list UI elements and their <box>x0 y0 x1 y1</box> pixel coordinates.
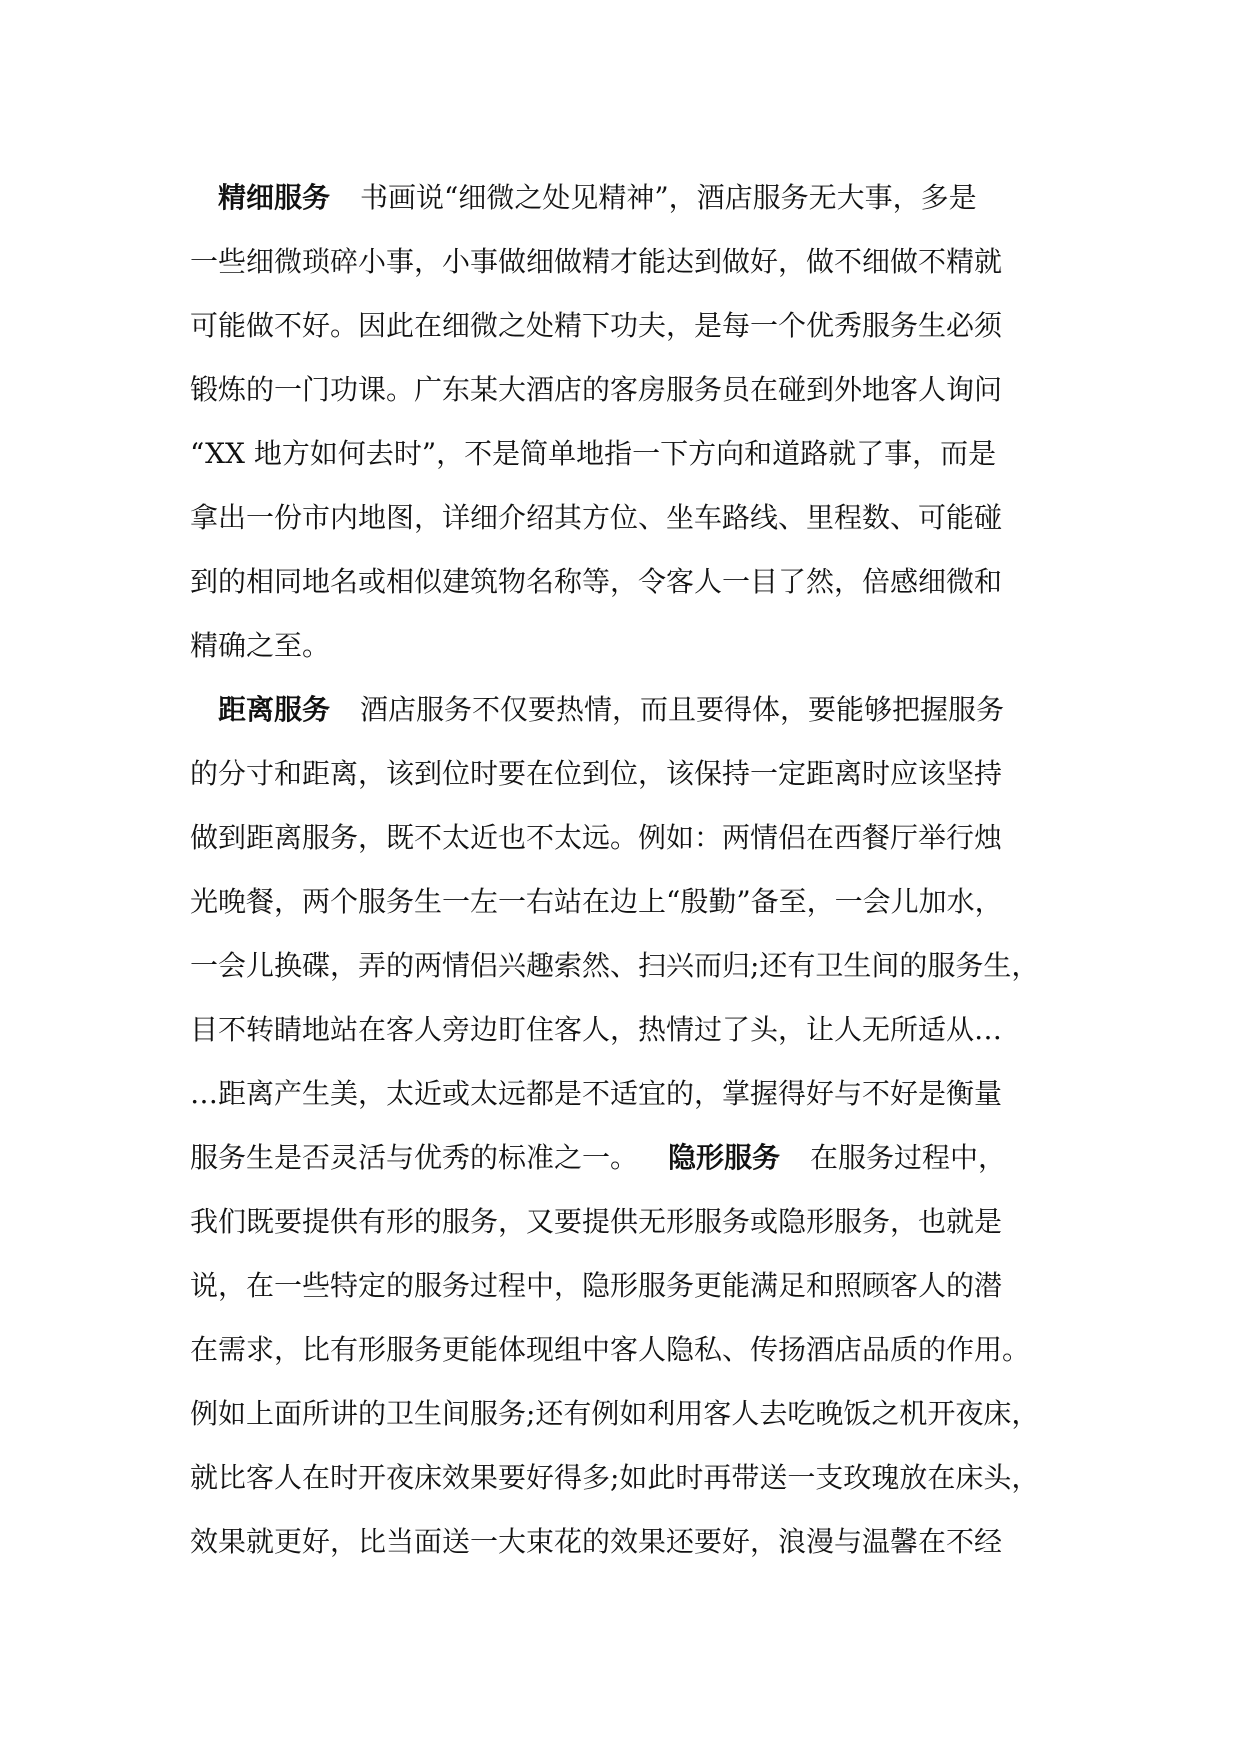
text-line: 在需求，比有形服务更能体现组中客人隐私、传扬酒店品质的作用。 <box>190 1333 1031 1366</box>
line-text: 在服务过程中， <box>810 1141 1007 1174</box>
text-line: 的分寸和距离，该到位时要在位到位，该保持一定距离时应该坚持 <box>190 757 1003 790</box>
document-body <box>190 170 1070 1578</box>
text-line: 例如上面所讲的卫生间服务;还有例如利用客人去吃晚饭之机开夜床， <box>190 1397 1040 1430</box>
text-line <box>190 1130 1070 1194</box>
text-line: 目不转睛地站在客人旁边盯住客人，热情过了头，让人无所适从… <box>190 1013 1003 1046</box>
text-line <box>190 170 1070 234</box>
text-line: 我们既要提供有形的服务，又要提供无形服务或隐形服务，也就是 <box>190 1205 1003 1238</box>
line-text: 酒店服务不仅要热情，而且要得体，要能够把握服务 <box>360 693 1005 726</box>
text-line: 光晚餐，两个服务生一左一右站在边上“殷勤”备至，一会儿加水， <box>190 885 1003 918</box>
section-heading-invisible-service: 隐形服务 <box>668 1141 781 1174</box>
text-line <box>190 682 1070 746</box>
section-heading-fine-service: 精细服务 <box>218 181 331 214</box>
line-text: 服务生是否灵活与优秀的标准之一。 <box>190 1141 639 1174</box>
text-line: 一会儿换碟，弄的两情侣兴趣索然、扫兴而归;还有卫生间的服务生， <box>190 949 1040 982</box>
text-line: …距离产生美，太近或太远都是不适宜的，掌握得好与不好是衡量 <box>190 1077 1003 1110</box>
text-line: 可能做不好。因此在细微之处精下功夫，是每一个优秀服务生必须 <box>190 309 1003 342</box>
text-line: 到的相同地名或相似建筑物名称等，令客人一目了然，倍感细微和 <box>190 565 1003 598</box>
text-line: 精确之至。 <box>190 629 331 662</box>
text-line: “XX 地方如何去时”，不是简单地指一下方向和道路就了事，而是 <box>190 437 997 470</box>
line-text: 书画说“细微之处见精神”，酒店服务无大事，多是 <box>360 181 977 214</box>
section-heading-distance-service: 距离服务 <box>218 693 331 726</box>
text-line: 拿出一份市内地图，详细介绍其方位、坐车路线、里程数、可能碰 <box>190 501 1003 534</box>
text-line: 锻炼的一门功课。广东某大酒店的客房服务员在碰到外地客人询问 <box>190 373 1003 406</box>
text-line: 一些细微琐碎小事，小事做细做精才能达到做好，做不细做不精就 <box>190 245 1003 278</box>
text-line: 说，在一些特定的服务过程中，隐形服务更能满足和照顾客人的潜 <box>190 1269 1003 1302</box>
text-line: 做到距离服务，既不太近也不太远。例如：两情侣在西餐厅举行烛 <box>190 821 1003 854</box>
text-line: 就比客人在时开夜床效果要好得多;如此时再带送一支玫瑰放在床头， <box>190 1461 1040 1494</box>
text-line: 效果就更好，比当面送一大束花的效果还要好，浪漫与温馨在不经 <box>190 1525 1003 1558</box>
